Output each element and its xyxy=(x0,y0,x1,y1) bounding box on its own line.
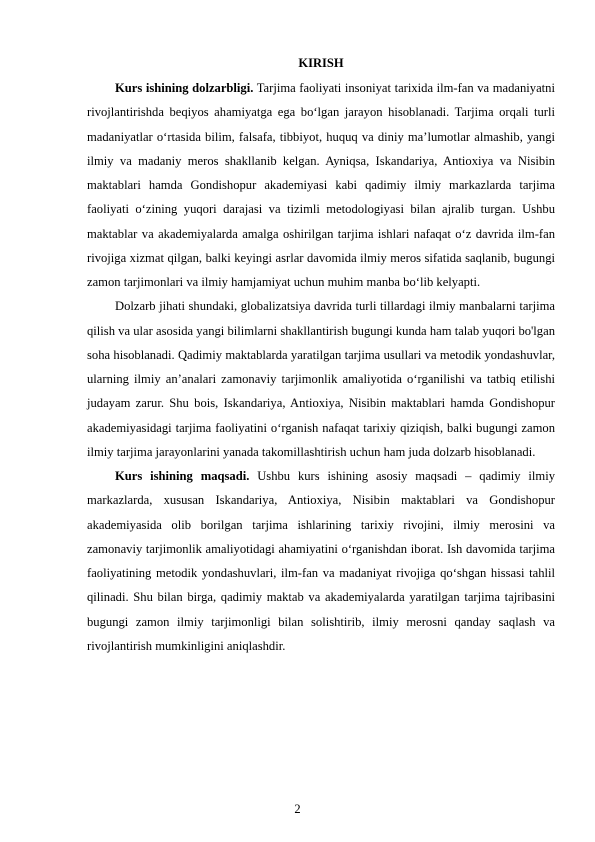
paragraph-relevance xyxy=(87,76,555,294)
document-page xyxy=(87,56,555,658)
paragraph-text: Dolzarb jihati shundaki, globalizatsiya davrida turli tillardagi ilmiy manbalarni tarjima qilish va ular asosida yangi bilimlarni shakllantirish bugungi kunda ham talab yuqori bo'lgan soha hisoblanadi. Qadimiy maktablarda yaratilgan tarjima usullari va metodik yondashuvlar, ularning ilmiy an’analari zamonaviy tarjimonlik amaliyotida o‘rganilishi va tatbiq etilishi judayam zarur. Shu bois, Iskandariya, Antioxiya, Nisibin maktablari hamda Gondishopur akademiyasidagi tarjima faoliyatini o‘rganish nafaqat tarixiy qiziqish, balki bugungi zamon ilmiy tarjima jarayonlarini yanada takomillashtirish uchun ham juda dolzarb hisoblanadi. xyxy=(87,299,555,459)
paragraph-lead: Kurs ishining dolzarbligi. xyxy=(115,81,254,95)
paragraph-text: Tarjima faoliyati insoniyat tarixida ilm-fan va madaniyatni rivojlantirishda beqiyos ahamiyatga ega bo‘lgan jarayon hisoblanadi. Tarjima orqali turli madaniyatlar o‘rtasida bilim, falsafa, tibbiyot, huquq va diniy ma’lumotlar almashib, yangi ilmiy va madaniy meros shakllanib kelgan. Ayniqsa, Iskandariya, Antioxiya va Nisibin maktablari hamda Gondishopur akademiyasi kabi qadimiy ilmiy markazlarda tarjima faoliyati o‘zining yuqori darajasi va tizimli metodologiyasi bilan ajralib turgan. Ushbu maktablar va akademiyalarda amalga oshirilgan tarjima ishlari nafaqat o‘z davrida ilm-fan rivojiga xizmat qilgan, balki keyingi asrlar davomida ilmiy meros sifatida saqlanib, bugungi zamon tarjimonlari va ilmiy hamjamiyat uchun muhim manba bo‘lib kelyapti. xyxy=(87,81,555,289)
paragraph-purpose xyxy=(87,464,555,658)
page-number: 2 xyxy=(294,802,301,816)
paragraph-relevance-detail xyxy=(87,294,555,464)
section-title: KIRISH xyxy=(298,56,344,70)
paragraph-lead: Kurs ishining maqsadi. xyxy=(115,469,250,483)
paragraph-text: Ushbu kurs ishining asosiy maqsadi – qadimiy ilmiy markazlarda, xususan Iskandariya, Antioxiya, Nisibin maktablari va Gondishopur akademiyasida olib borilgan tarjima ishlarining tarixiy rivojini, ilmiy merosini va zamonaviy tarjimonlik amaliyotidagi ahamiyatini o‘rganishdan iborat. Ish davomida tarjima faoliyatining metodik yondashuvlari, ilm-fan va madaniyat rivojiga qo‘shgan hissasi tahlil qilinadi. Shu bilan birga, qadimiy maktab va akademiyalarda yaratilgan tarjima tajribasini bugungi zamon ilmiy tarjimonligi bilan solishtirib, ilmiy merosni qanday saqlash va rivojlantirish mumkinligini aniqlashdir. xyxy=(87,469,555,653)
